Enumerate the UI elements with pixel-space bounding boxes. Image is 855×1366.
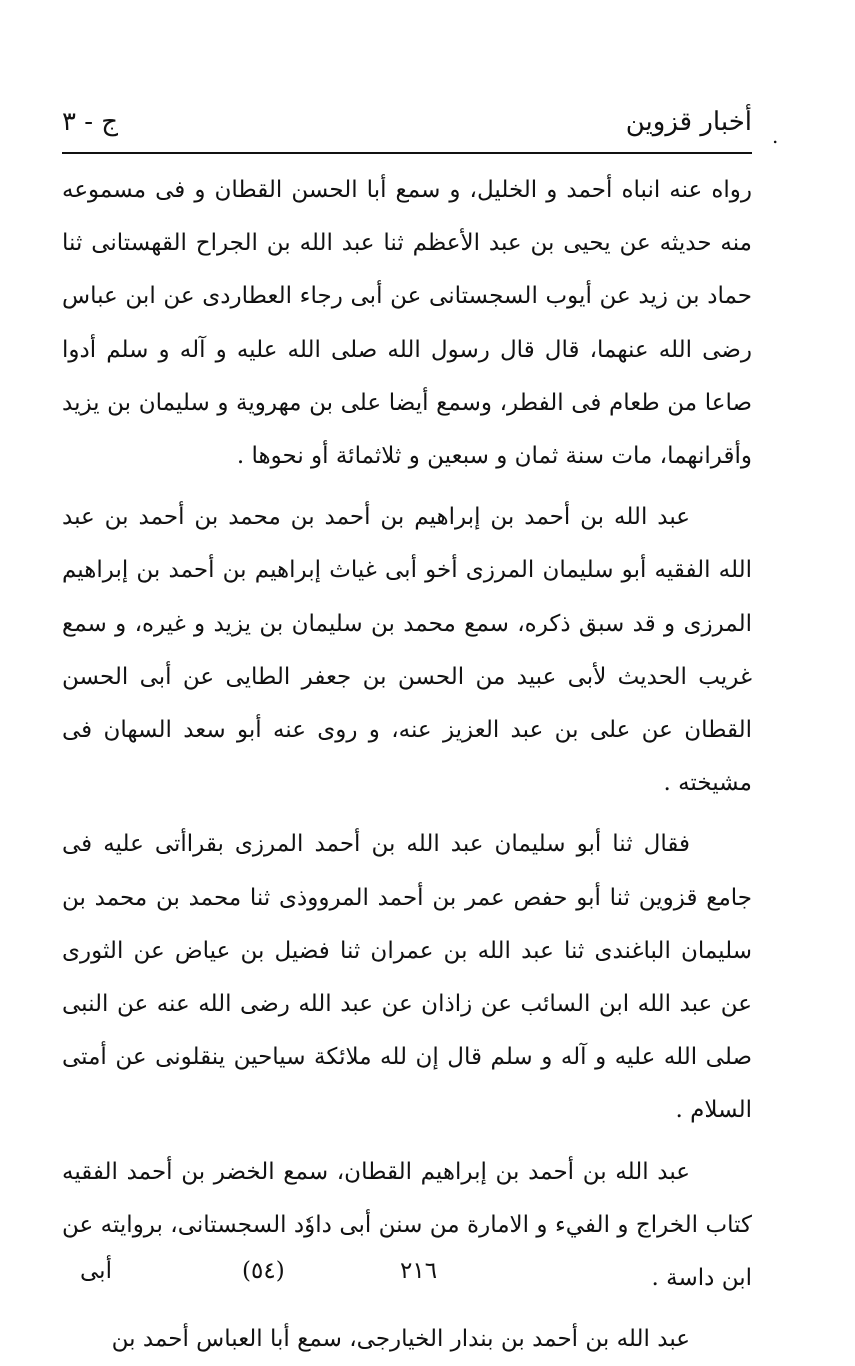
paragraph-1: رواه عنه انباه أحمد و الخليل، و سمع أبا الحسن القطان و فى مسموعه منه حديثه عن يحيى بن عبد الأعظم ثنا عبد الله بن الجراح القهستانى ثنا حماد بن زيد عن أيوب السجستانى عن أبى رجاء العطاردى عن ابن عباس رضى الله عنهما، قال قال رسول الله صلى الله عليه و آله و سلم أدوا صاعا من طعام فى الفطر، وسمع أيضا على بن مهروية و سليمان بن يزيد وأقرانهما، مات سنة ثمان و سبعين و ثلاثمائة أو نحوها .	[62, 177, 752, 470]
paragraph-2: عبد الله بن أحمد بن إبراهيم بن أحمد بن محمد بن أحمد بن عبد الله الفقيه أبو سليمان المرزى أخو أبى غياث إبراهيم بن أحمد بن إبراهيم المرزى و قد سبق ذكره، سمع محمد بن سليمان بن يزيد و غيره، و سمع غريب الحديث لأبى عبيد من الحسن بن جعفر الطايى عن أبى الحسن القطان عن على بن عبد العزيز عنه، و روى عنه أبو سعد السهان فى مشيخته .	[62, 504, 752, 797]
catchword: أبى	[80, 1258, 112, 1284]
page-footer	[62, 1258, 752, 1298]
main-text	[62, 164, 752, 1366]
page-number: ٢١٦	[400, 1258, 438, 1284]
header-rule	[62, 152, 752, 154]
book-title: أخبار قزوين	[625, 107, 752, 137]
paragraph-3: فقال ثنا أبو سليمان عبد الله بن أحمد المرزى بقراأتى عليه فى جامع قزوين ثنا أبو حفص عمر بن أحمد المرووذى ثنا محمد بن محمد بن سليمان الباغندى ثنا عبد الله بن عمران ثنا فضيل بن عياض عن الثورى عن عبد الله ابن السائب عن زاذان عن عبد الله رضى الله عنه عن النبى صلى الله عليه و آله و سلم قال إن لله ملائكة سياحين ينقلونى عن أمتى السلام .	[62, 831, 752, 1124]
margin-mark: .	[772, 124, 779, 148]
signature-mark: (٥٤)	[242, 1258, 285, 1284]
running-head	[62, 100, 752, 144]
volume-number: ج - ٣	[62, 107, 119, 137]
paragraph-4: عبد الله بن أحمد بن إبراهيم القطان، سمع الخضر بن أحمد الفقيه كتاب الخراج و الفيء و الامارة من سنن أبى داوٗد السجستانى، بروايته عن ابن داسة .	[62, 1158, 752, 1292]
paragraph-5: عبد الله بن أحمد بن بندار الخيارجى، سمع أبا العباس أحمد بن	[111, 1326, 690, 1353]
